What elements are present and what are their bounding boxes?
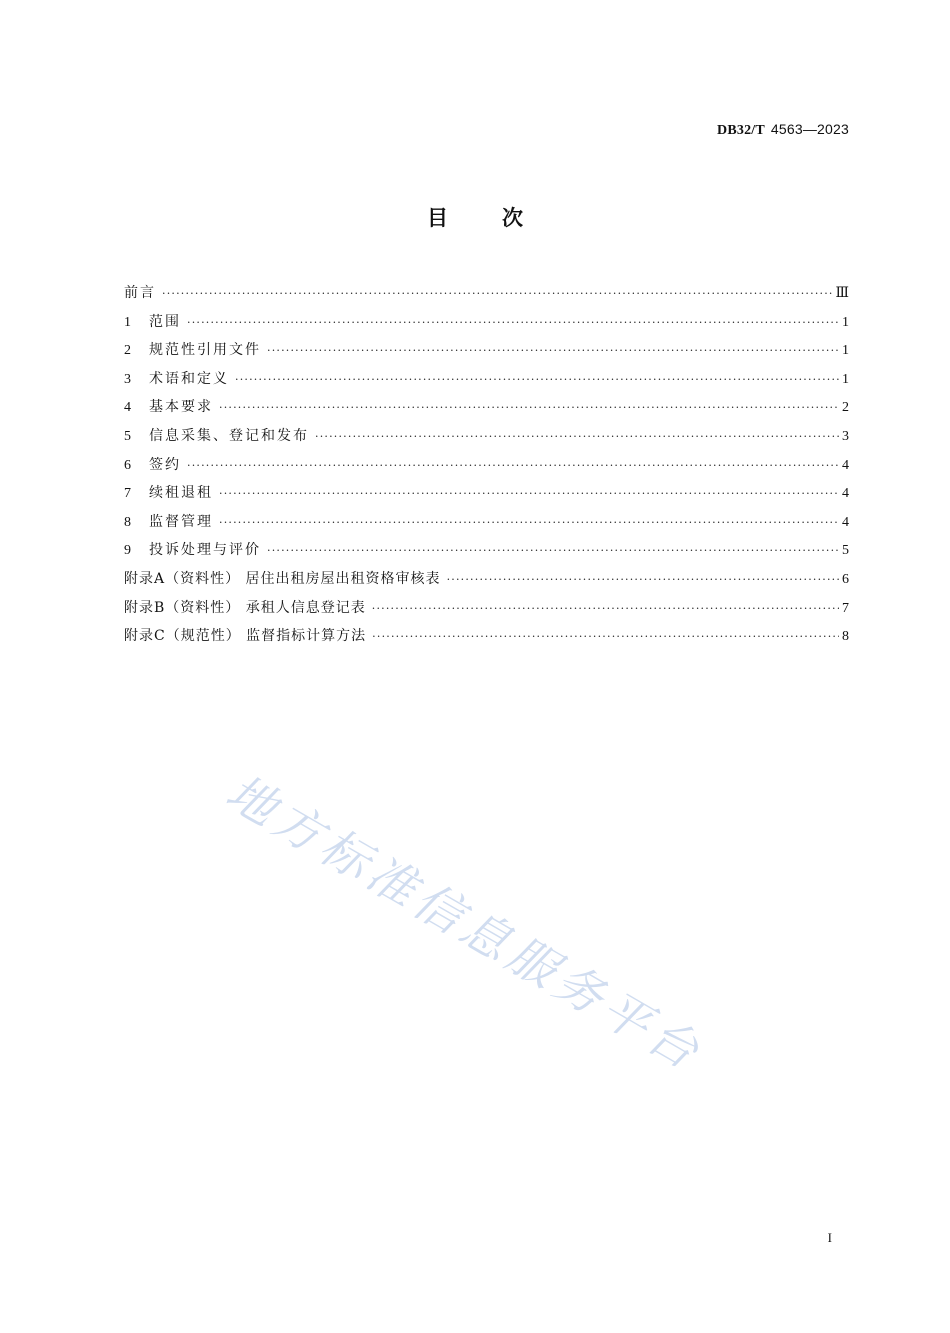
toc-item-label: 基本要求 [149, 399, 213, 416]
toc-item-page: 4 [842, 457, 849, 473]
toc-leader-dots [162, 280, 833, 309]
toc-item-page: 1 [842, 371, 849, 387]
toc-item-scope[interactable] [124, 308, 849, 337]
toc-leader-dots [219, 394, 839, 423]
toc-item-label: 信息采集、登记和发布 [149, 427, 309, 444]
toc-leader-dots [267, 537, 839, 566]
table-of-contents [124, 279, 849, 651]
toc-item-number: 2 [124, 343, 131, 359]
toc-item-label: 范围 [149, 313, 181, 330]
toc-title: 目次 [427, 206, 577, 230]
toc-item-page: 1 [842, 314, 849, 330]
toc-leader-dots [219, 480, 839, 509]
toc-item-label: 附录C（规范性） 监督指标计算方法 [124, 628, 367, 645]
toc-leader-dots [187, 452, 839, 481]
toc-item-number: 7 [124, 486, 131, 502]
document-code-number: 4563—2023 [770, 121, 849, 137]
toc-item-page: 4 [842, 514, 849, 530]
toc-item-complaints[interactable] [124, 536, 849, 565]
document-code-prefix: DB32/T [717, 123, 765, 138]
toc-item-appendix-b[interactable] [124, 594, 849, 623]
toc-item-label: 附录B（资料性） 承租人信息登记表 [124, 599, 366, 616]
toc-item-number: 3 [124, 371, 131, 387]
toc-item-page: 8 [842, 629, 849, 645]
document-code [717, 121, 849, 139]
toc-item-label: 术语和定义 [149, 370, 229, 387]
toc-item-label: 签约 [149, 456, 181, 473]
toc-item-renewal-termination[interactable] [124, 479, 849, 508]
toc-item-number: 5 [124, 428, 131, 444]
page-number: I [827, 1230, 832, 1245]
toc-item-number: 9 [124, 543, 131, 559]
toc-item-information-collection[interactable] [124, 422, 849, 451]
toc-item-page: 5 [842, 543, 849, 559]
toc-item-appendix-a[interactable] [124, 565, 849, 594]
toc-item-page: 7 [842, 600, 849, 616]
toc-item-supervision[interactable] [124, 508, 849, 537]
toc-item-page: 3 [842, 428, 849, 444]
toc-item-label: 附录A（资料性） 居住出租房屋出租资格审核表 [124, 570, 441, 587]
toc-item-appendix-c[interactable] [124, 622, 849, 651]
toc-item-basic-requirements[interactable] [124, 393, 849, 422]
toc-item-label: 监督管理 [149, 513, 213, 530]
toc-item-label: 规范性引用文件 [149, 342, 261, 359]
toc-item-normative-references[interactable] [124, 336, 849, 365]
toc-item-label: 投诉处理与评价 [149, 542, 261, 559]
toc-leader-dots [315, 423, 839, 452]
toc-leader-dots [235, 366, 839, 395]
toc-leader-dots [447, 566, 839, 595]
toc-leader-dots [372, 623, 839, 652]
toc-leader-dots [372, 595, 839, 624]
toc-item-label: 前言 [124, 285, 156, 301]
toc-leader-dots [267, 337, 839, 366]
toc-item-page: 1 [842, 343, 849, 359]
watermark: 地方标准信息服务平台 [216, 764, 713, 1083]
toc-item-number: 4 [124, 400, 131, 416]
toc-item-page: 6 [842, 571, 849, 587]
toc-item-foreword[interactable] [124, 279, 849, 308]
toc-item-terms-definitions[interactable] [124, 365, 849, 394]
toc-item-label: 续租退租 [149, 485, 213, 502]
toc-leader-dots [219, 509, 839, 538]
toc-item-number: 1 [124, 314, 131, 330]
toc-item-number: 6 [124, 457, 131, 473]
toc-leader-dots [187, 309, 839, 338]
toc-item-page: Ⅲ [835, 286, 849, 301]
toc-item-page: 2 [842, 400, 849, 416]
toc-item-signing[interactable] [124, 451, 849, 480]
toc-item-page: 4 [842, 486, 849, 502]
toc-item-number: 8 [124, 514, 131, 530]
